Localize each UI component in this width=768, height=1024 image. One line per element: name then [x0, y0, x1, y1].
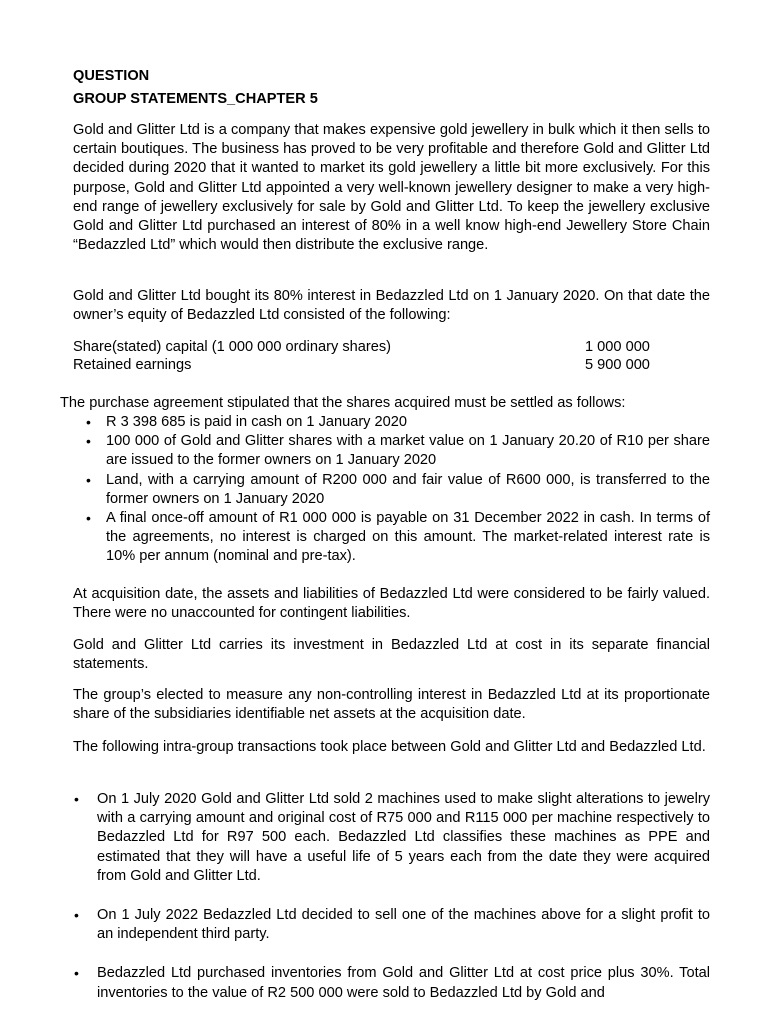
intragroup-intro-paragraph: The following intra-group transactions took place between Gold and Glitter Ltd and Bedazzled Ltd. [73, 739, 706, 755]
equity-amount: 1 000 000 [585, 339, 650, 355]
list-item [0, 432, 768, 470]
question-heading: QUESTION [73, 68, 150, 84]
equity-amount: 5 900 000 [585, 357, 650, 373]
bullet-icon: • [86, 471, 91, 488]
intro-paragraph: Gold and Glitter Ltd is a company that makes expensive gold jewellery in bulk which it then sells to certain boutiques. The business has proved to be very profitable and therefore Gold and Glitter Ltd decided during 2020 that it wanted to market its gold jewellery a little bit more exclusively. For this purpose, Gold and Glitter Ltd appointed a very well-known jewellery designer to make a very high-end range of jewellery exclusively for sale by Gold and Glitter Ltd. To keep the jewellery exclusive Gold and Glitter Ltd purchased an interest of 80% in a well know high-end Jewellery Store Chain “Bedazzled Ltd” which would then distribute the exclusive range. [73, 122, 710, 254]
equity-row-share-capital [73, 338, 710, 357]
list-item-text: On 1 July 2020 Gold and Glitter Ltd sold 2 machines used to make slight alterations to jewelry with a carrying amount and original cost of R75 000 and R115 000 per machine respectively to Bedazzled Ltd for R97 500 each. Bedazzled Ltd classifies these machines as PPE and estimated that they will have a useful life of 5 years each from the date they were acquired from Gold and Glitter Ltd. [97, 791, 710, 884]
list-item [0, 964, 768, 1002]
equity-row-retained-earnings [73, 356, 710, 375]
bullet-icon: • [74, 907, 79, 924]
settlement-intro: The purchase agreement stipulated that the shares acquired must be settled as follows: [60, 395, 626, 411]
list-item [0, 790, 768, 886]
chapter-heading: GROUP STATEMENTS_CHAPTER 5 [73, 91, 318, 107]
equity-label: Share(stated) capital (1 000 000 ordinary shares) [73, 339, 391, 355]
bullet-icon: • [74, 791, 79, 807]
list-item [0, 509, 768, 567]
bullet-icon: • [86, 433, 91, 450]
list-item-text: 100 000 of Gold and Glitter shares with a market value on 1 January 20.20 of R10 per share are issued to the former owners on 1 January 2020 [106, 433, 710, 469]
list-item [0, 413, 768, 432]
investment-cost-paragraph: Gold and Glitter Ltd carries its investment in Bedazzled Ltd at cost in its separate financial statements. [73, 637, 710, 673]
list-item-text: Bedazzled Ltd purchased inventories from Gold and Glitter Ltd at cost price plus 30%. Total inventories to the value of R2 500 000 were sold to Bedazzled Ltd by Gold and [97, 965, 710, 1001]
equity-label: Retained earnings [73, 357, 192, 373]
settlement-list [0, 413, 768, 567]
fair-value-paragraph: At acquisition date, the assets and liabilities of Bedazzled Ltd were considered to be fairly valued. There were no unaccounted for contingent liabilities. [73, 586, 710, 622]
nci-paragraph: The group’s elected to measure any non-controlling interest in Bedazzled Ltd at its proportionate share of the subsidiaries identifiable net assets at the acquisition date. [73, 687, 710, 723]
acquisition-paragraph: Gold and Glitter Ltd bought its 80% interest in Bedazzled Ltd on 1 January 2020. On that date the owner’s equity of Bedazzled Ltd consisted of the following: [73, 288, 710, 324]
list-item-text: R 3 398 685 is paid in cash on 1 January 2020 [106, 414, 408, 430]
list-item [0, 906, 768, 944]
list-item-text: A final once-off amount of R1 000 000 is payable on 31 December 2022 in cash. In terms of the agreements, no interest is charged on this amount. The market-related interest rate is 10% per annum (nominal and pre-tax). [106, 510, 710, 565]
list-item [0, 471, 768, 509]
list-item-text: Land, with a carrying amount of R200 000 and fair value of R600 000, is transferred to the former owners on 1 January 2020 [106, 471, 710, 507]
list-item-text: On 1 July 2022 Bedazzled Ltd decided to sell one of the machines above for a slight profit to an independent third party. [97, 907, 710, 943]
bullet-icon: • [86, 414, 91, 430]
bullet-icon: • [74, 965, 79, 982]
intragroup-list [0, 790, 768, 1023]
bullet-icon: • [86, 510, 91, 527]
